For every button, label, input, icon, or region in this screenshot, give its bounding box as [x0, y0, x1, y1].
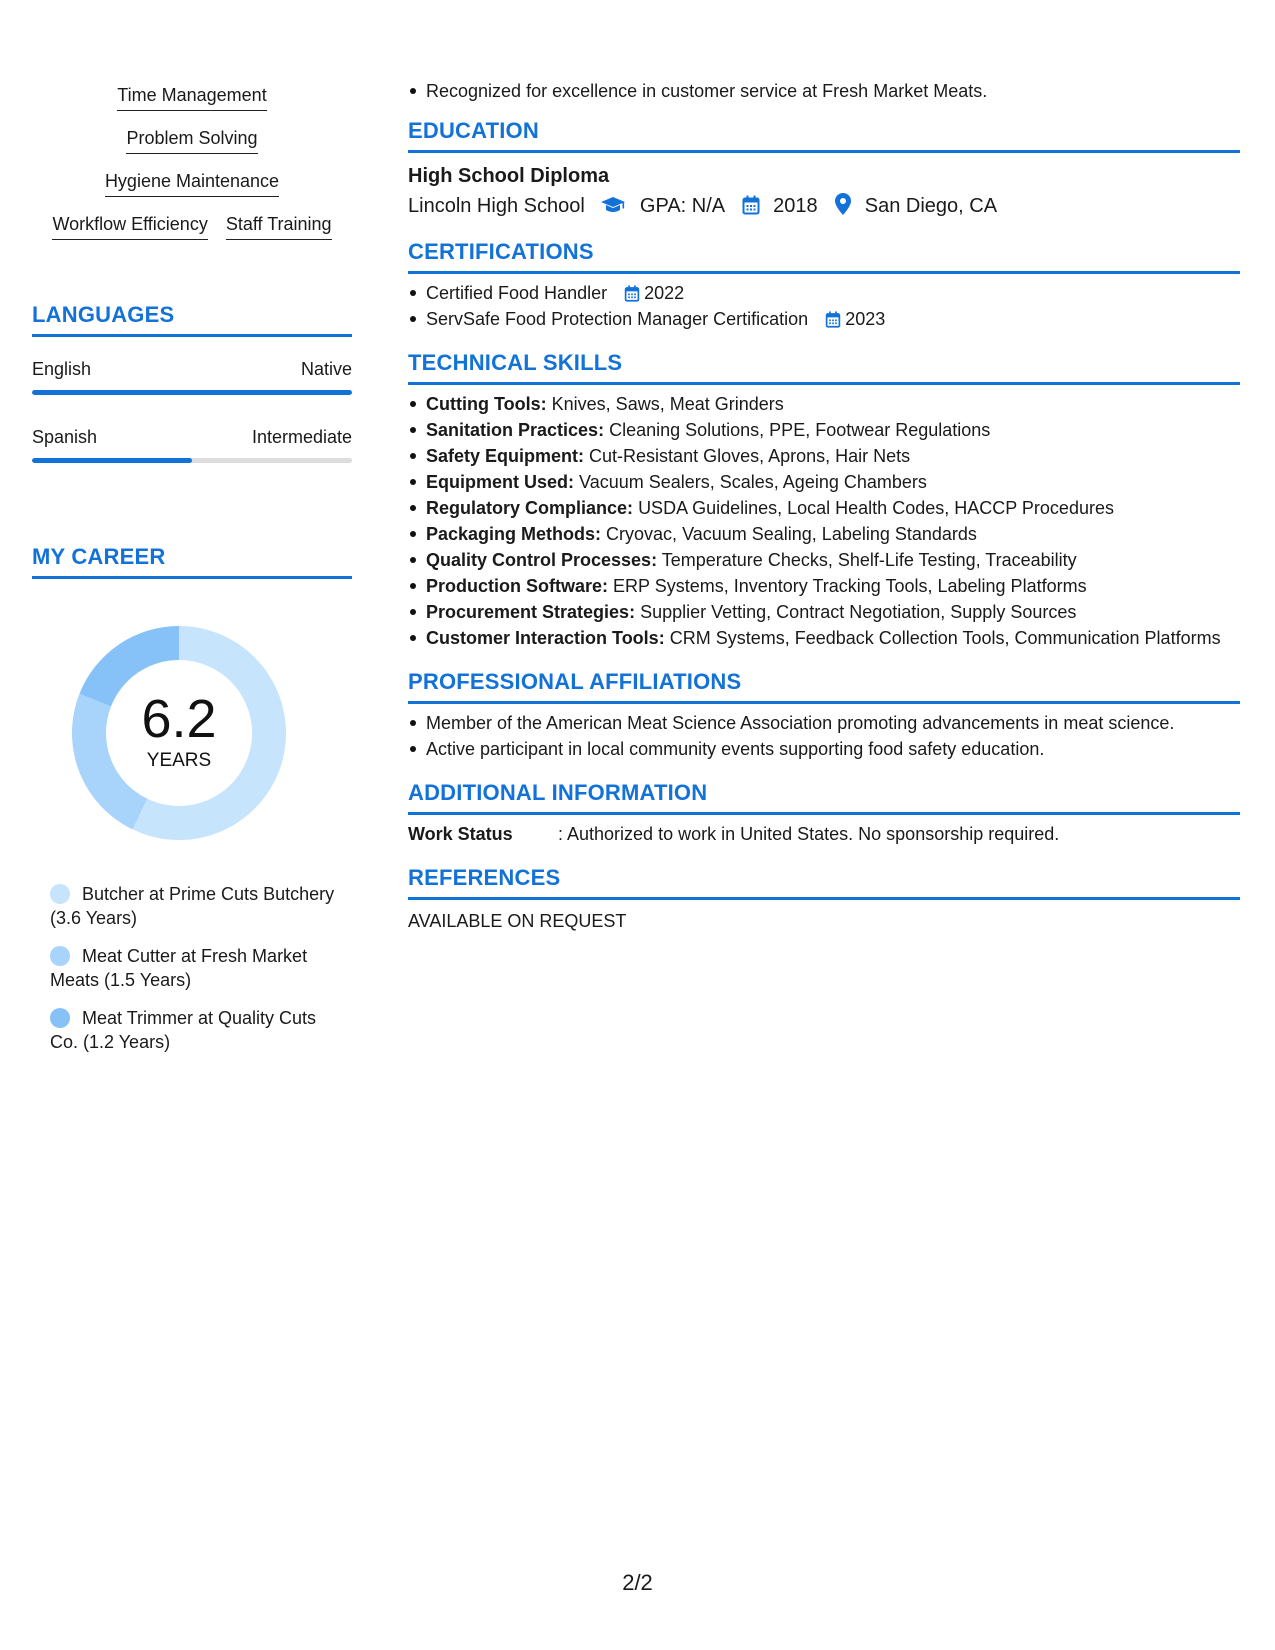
skill-item — [408, 601, 1240, 623]
section-divider — [408, 271, 1240, 274]
skill-tag: Staff Training — [226, 213, 332, 240]
certification-item — [408, 308, 1240, 330]
skill-item — [408, 575, 1240, 597]
achievements-list — [408, 80, 1240, 102]
section-divider — [32, 334, 352, 337]
career-header — [32, 544, 352, 579]
graduation-cap-icon — [600, 195, 626, 215]
skill-values: Temperature Checks, Shelf-Life Testing, Traceability — [661, 550, 1077, 570]
section-divider — [408, 812, 1240, 815]
section-divider — [32, 576, 352, 579]
section-title: ADDITIONAL INFORMATION — [408, 780, 708, 805]
list-item: Recognized for excellence in customer service at Fresh Market Meats. — [408, 80, 1240, 102]
technical-skills-list — [408, 393, 1240, 649]
education-details — [408, 193, 1240, 219]
calendar-icon — [624, 285, 640, 302]
legend-item — [50, 944, 340, 992]
career-legend — [50, 882, 340, 1068]
gpa-value: GPA: N/A — [639, 195, 725, 217]
skill-item — [408, 627, 1240, 649]
legend-dot — [50, 884, 70, 904]
language-item — [32, 358, 352, 395]
certifications-list — [408, 282, 1240, 330]
skill-item — [408, 549, 1240, 571]
language-level: Native — [300, 359, 352, 379]
certification-year: 2023 — [845, 309, 886, 329]
language-proficiency-bar — [32, 458, 352, 463]
main-column — [408, 80, 1240, 932]
skill-values: Cleaning Solutions, PPE, Footwear Regulations — [609, 420, 991, 440]
career-total-value: 6.2 — [141, 689, 217, 749]
skill-category: Regulatory Compliance: — [426, 498, 634, 518]
skill-category: Quality Control Processes: — [426, 550, 658, 570]
page-number: 2/2 — [622, 1570, 653, 1595]
section-title: TECHNICAL SKILLS — [408, 350, 623, 375]
skill-category: Sanitation Practices: — [426, 420, 605, 440]
work-status-value: : Authorized to work in United States. No sponsorship required. — [558, 824, 1060, 844]
skill-category: Cutting Tools: — [426, 394, 547, 414]
skill-tag: Workflow Efficiency — [52, 213, 207, 240]
work-status-label: Work Status — [408, 824, 513, 844]
languages-header — [32, 302, 352, 337]
career-total — [64, 690, 294, 772]
section-divider — [408, 382, 1240, 385]
calendar-icon — [742, 195, 760, 215]
education-section — [408, 118, 1240, 219]
language-name: English — [32, 359, 92, 379]
language-proficiency-fill — [32, 390, 352, 395]
skill-category: Equipment Used: — [426, 472, 575, 492]
section-title: CERTIFICATIONS — [408, 239, 594, 264]
references-section — [408, 865, 1240, 932]
skill-values: USDA Guidelines, Local Health Codes, HACCP Procedures — [638, 498, 1114, 518]
school-name: Lincoln High School — [408, 195, 585, 217]
list-item: Active participant in local community events supporting food safety education. — [408, 738, 1240, 760]
skill-values: Knives, Saws, Meat Grinders — [551, 394, 784, 414]
certifications-section — [408, 239, 1240, 330]
skill-item — [408, 393, 1240, 415]
skill-category: Packaging Methods: — [426, 524, 602, 544]
section-title: MY CAREER — [32, 544, 166, 569]
legend-dot — [50, 1008, 70, 1028]
certification-year: 2022 — [644, 283, 685, 303]
location-pin-icon — [835, 193, 851, 215]
section-divider — [408, 897, 1240, 900]
section-divider — [408, 701, 1240, 704]
section-title: PROFESSIONAL AFFILIATIONS — [408, 669, 742, 694]
section-divider — [408, 150, 1240, 153]
skill-tag: Time Management — [117, 84, 266, 111]
work-status-row — [408, 823, 1240, 845]
section-title: EDUCATION — [408, 118, 539, 143]
language-level: Intermediate — [251, 427, 352, 447]
calendar-icon — [825, 311, 841, 328]
skill-category: Customer Interaction Tools: — [426, 628, 665, 648]
skill-item — [408, 523, 1240, 545]
legend-item — [50, 882, 340, 930]
legend-item — [50, 1006, 340, 1054]
degree-title: High School Diploma — [408, 165, 610, 187]
section-title: REFERENCES — [408, 865, 561, 890]
career-total-unit: YEARS — [146, 750, 212, 771]
skill-item — [408, 471, 1240, 493]
certification-item — [408, 282, 1240, 304]
technical-skills-section — [408, 350, 1240, 649]
language-item — [32, 426, 352, 463]
language-name: Spanish — [32, 427, 98, 447]
affiliations-section — [408, 669, 1240, 760]
language-proficiency-fill — [32, 458, 192, 463]
language-proficiency-bar — [32, 390, 352, 395]
skill-values: Supplier Vetting, Contract Negotiation, Supply Sources — [640, 602, 1077, 622]
certification-name: ServSafe Food Protection Manager Certification — [426, 309, 809, 329]
skill-tag: Problem Solving — [126, 127, 257, 154]
legend-label: Meat Trimmer at Quality Cuts Co. (1.2 Years) — [50, 1008, 317, 1052]
skill-item — [408, 497, 1240, 519]
skill-values: ERP Systems, Inventory Tracking Tools, Labeling Platforms — [613, 576, 1087, 596]
skills-section — [32, 84, 352, 240]
skill-item — [408, 445, 1240, 467]
skill-values: CRM Systems, Feedback Collection Tools, Communication Platforms — [669, 628, 1221, 648]
legend-label: Meat Cutter at Fresh Market Meats (1.5 Years) — [50, 946, 308, 990]
skill-category: Production Software: — [426, 576, 609, 596]
legend-label: Butcher at Prime Cuts Butchery (3.6 Years) — [50, 884, 335, 928]
legend-dot — [50, 946, 70, 966]
section-title: LANGUAGES — [32, 302, 175, 327]
school-location: San Diego, CA — [864, 195, 998, 217]
skill-item — [408, 419, 1240, 441]
skill-values: Vacuum Sealers, Scales, Ageing Chambers — [579, 472, 927, 492]
affiliations-list — [408, 712, 1240, 760]
list-item: Member of the American Meat Science Association promoting advancements in meat science. — [408, 712, 1240, 734]
certification-name: Certified Food Handler — [426, 283, 608, 303]
graduation-year: 2018 — [773, 195, 818, 217]
skill-category: Procurement Strategies: — [426, 602, 636, 622]
skill-tag: Hygiene Maintenance — [105, 170, 279, 197]
references-text: AVAILABLE ON REQUEST — [408, 911, 627, 931]
additional-info-section — [408, 780, 1240, 845]
skill-values: Cut-Resistant Gloves, Aprons, Hair Nets — [589, 446, 911, 466]
skill-category: Safety Equipment: — [426, 446, 585, 466]
skill-values: Cryovac, Vacuum Sealing, Labeling Standards — [606, 524, 977, 544]
